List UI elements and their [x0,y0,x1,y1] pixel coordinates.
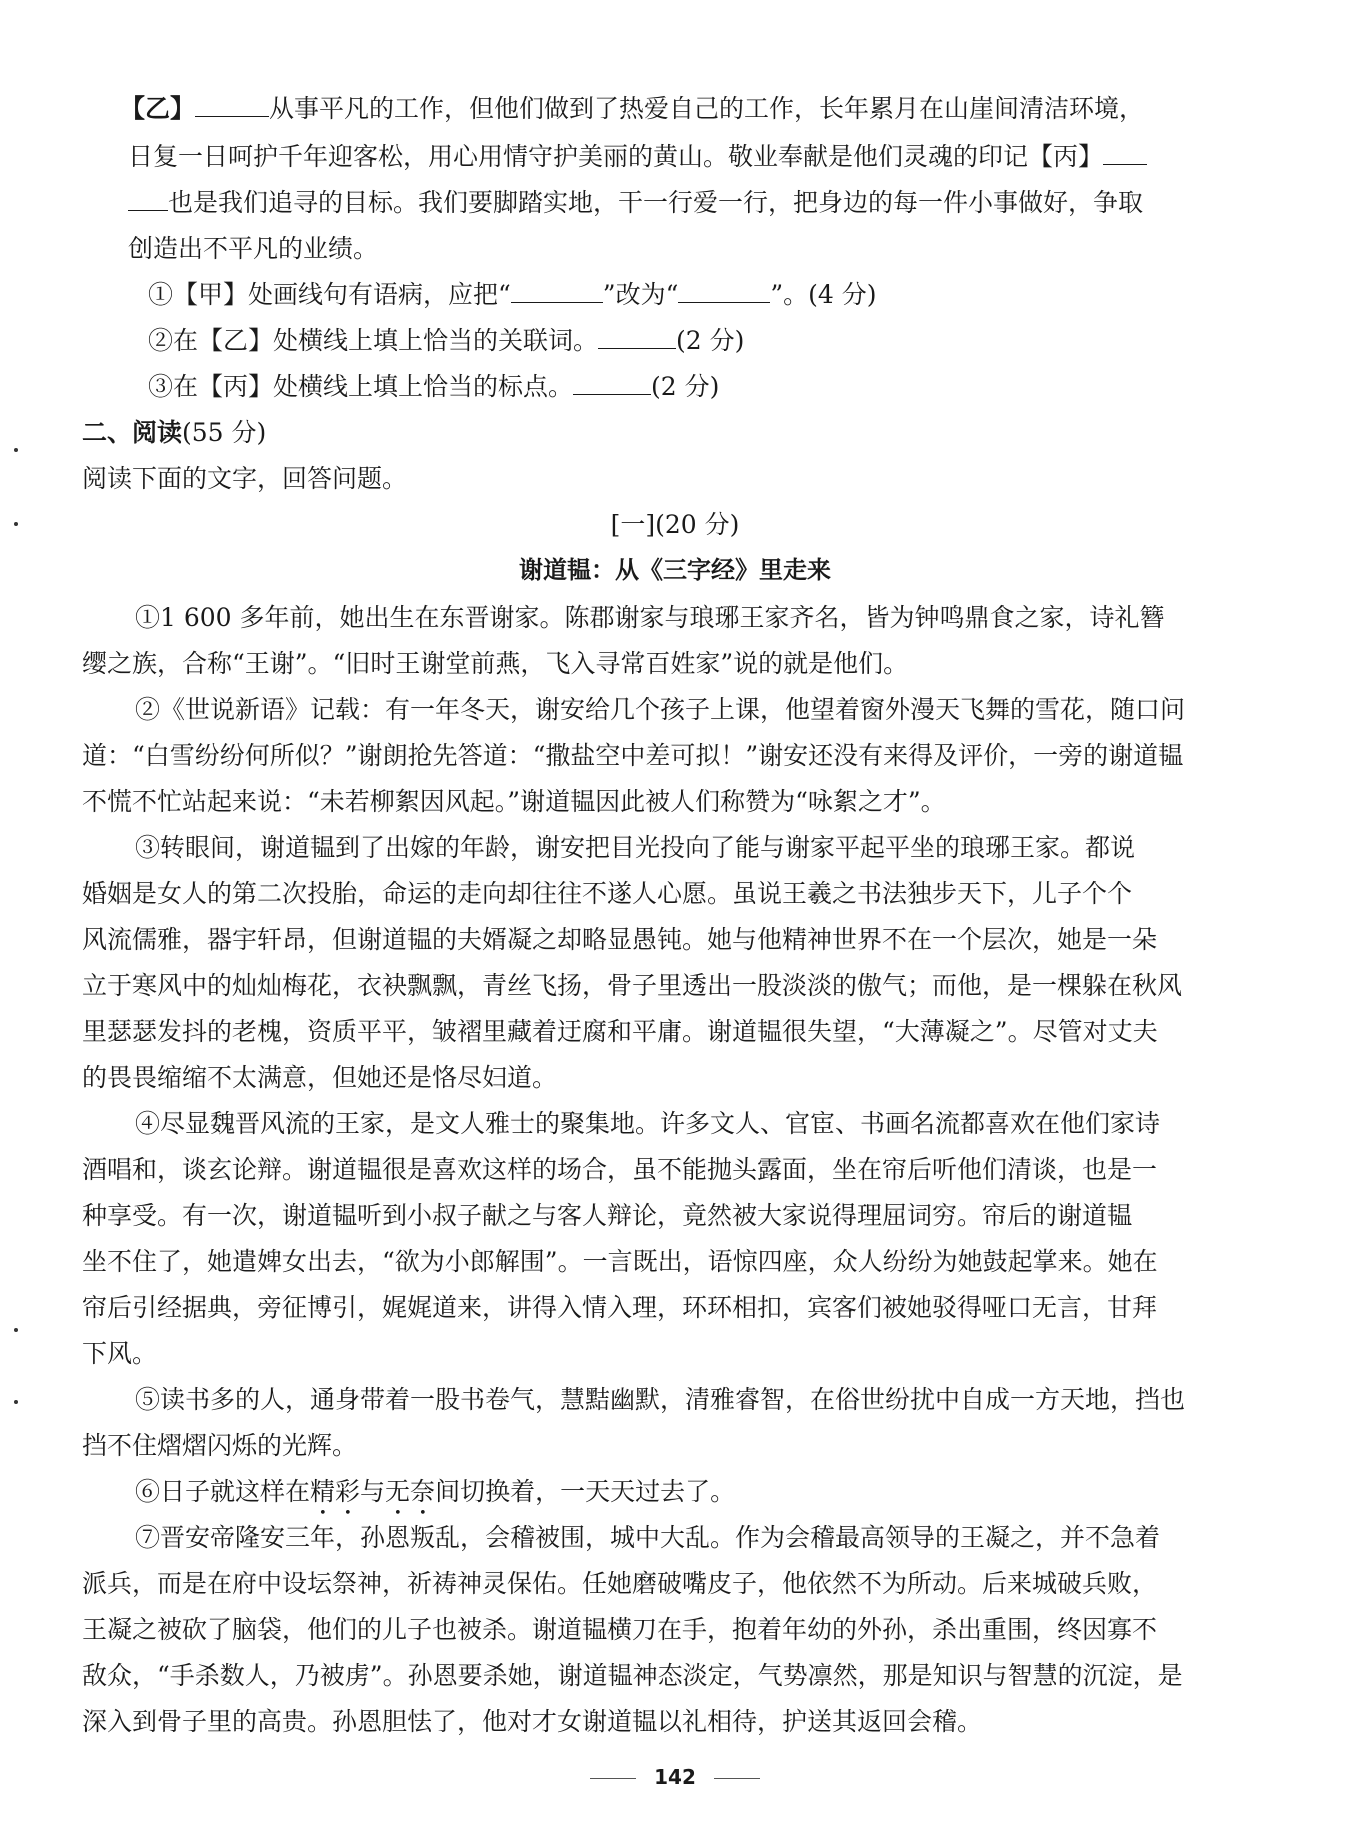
blank-yi[interactable] [195,94,269,117]
margin-dot [14,448,18,452]
p7-line-3: 王凝之被砍了脑袋，他们的儿子也被杀。谢道韫横刀在手，抱着年幼的外孙，杀出重围，终因寡不 [82,1615,1158,1644]
p3-line-4: 立于寒风中的灿灿梅花，衣袂飘飘，青丝飞扬，骨子里透出一股淡淡的傲气；而他，是一棵躲在秋风 [82,971,1183,1000]
part-a-text-3: 也是我们追寻的目标。我们要脚踏实地，干一行爱一行，把身边的每一件小事做好，争取 [168,188,1144,217]
q2-text: ②在【乙】处横线上填上恰当的关联词。 [148,326,599,355]
p3-line-5: 里瑟瑟发抖的老槐，资质平平，皱褶里藏着迂腐和平庸。谢道韫很失望，“大薄凝之”。尽管对丈夫 [82,1017,1158,1046]
p4-line-2: 酒唱和，谈玄论辩。谢道韫很是喜欢这样的场合，虽不能抛头露面，坐在帘后听他们清谈，也是一 [82,1155,1158,1184]
page-number: 142 [654,1765,696,1789]
page-footer [0,1765,1350,1789]
footer-dash-right [714,1778,760,1779]
part-a-line-1 [120,92,1350,126]
footer-dash-left [590,1778,636,1779]
q2-score: (2 分) [676,326,745,355]
p4-line-5: 帘后引经据典，旁征博引，娓娓道来，讲得入情入理，环环相扣，宾客们被她驳得哑口无言，甘拜 [82,1293,1158,1322]
question-1 [148,278,1350,312]
p3-line-6: 的畏畏缩缩不太满意，但她还是恪尽妇道。 [82,1063,558,1092]
p7-line-2: 派兵，而是在府中设坛祭神，祈祷神灵保佑。任她磨破嘴皮子，他依然不为所动。后来城破兵败， [82,1569,1158,1598]
p6-line-1 [135,1475,1350,1521]
q3-text: ③在【丙】处横线上填上恰当的标点。 [148,372,574,401]
margin-dot [14,1328,18,1332]
part-a-text-1: 从事平凡的工作，但他们做到了热爱自己的工作，长年累月在山崖间清洁环境， [269,94,1145,123]
p6-emph-1: 精彩 [310,1477,361,1506]
part-a-line-3 [128,186,1350,220]
part-a-line-2 [128,140,1350,174]
q1-text-c: ”。(4 分) [770,280,877,309]
p5-line-1: ⑤读书多的人，通身带着一股书卷气，慧黠幽默，清雅睿智，在俗世纷扰中自成一方天地，挡也 [135,1385,1186,1414]
q2-blank[interactable] [598,326,676,349]
section-heading-text: 二、阅读 [82,418,183,447]
p6-text-a: ⑥日子就这样在 [135,1477,311,1506]
p3-line-3: 风流儒雅，器宇轩昂，但谢道韫的夫婿凝之却略显愚钝。她与他精神世界不在一个层次，她是一朵 [82,925,1158,954]
part-a-text-4: 创造出不平凡的业绩。 [128,234,379,263]
part-a-text-2: 日复一日呵护千年迎客松，用心用情守护美丽的黄山。敬业奉献是他们灵魂的印记【丙】 [128,142,1104,171]
passage-title: 谢道韫：从《三字经》里走来 [519,556,831,584]
sub-section: [一](20 分) [610,510,740,539]
question-3 [148,370,1350,404]
q1-blank-1[interactable] [511,280,603,303]
p1-line-1: ①1 600 多年前，她出生在东晋谢家。陈郡谢家与琅琊王家齐名，皆为钟鸣鼎食之家，诗礼簪 [135,603,1165,632]
p4-line-1: ④尽显魏晋风流的王家，是文人雅士的聚集地。许多文人、官宦、书画名流都喜欢在他们家诗 [135,1109,1161,1138]
question-2 [148,324,1350,358]
p6-text-e: 间切换着，一天天过去了。 [435,1477,736,1506]
part-a-line-4 [128,232,1350,266]
p5-line-2: 挡不住熠熠闪烁的光辉。 [82,1431,358,1460]
q1-text-b: ”改为“ [602,280,679,309]
p6-emph-2: 无奈 [385,1477,436,1506]
p2-line-1: ②《世说新语》记载：有一年冬天，谢安给几个孩子上课，他望着窗外漫天飞舞的雪花，随口问 [135,695,1186,724]
margin-dot [14,1400,18,1404]
p7-line-5: 深入到骨子里的高贵。孙恩胆怯了，他对才女谢道韫以礼相待，护送其返回会稽。 [82,1707,983,1736]
p3-line-2: 婚姻是女人的第二次投胎，命运的走向却往往不遂人心愿。虽说王羲之书法独步天下，儿子个个 [82,879,1133,908]
p6-text-c: 与 [360,1477,386,1506]
q1-text-a: ①【甲】处画线句有语病，应把“ [148,280,511,309]
p2-line-2: 道：“白雪纷纷何所似？”谢朗抢先答道：“撒盐空中差可拟！”谢安还没有来得及评价，一旁的谢道韫 [82,741,1184,770]
blank-bing-a[interactable] [1103,142,1147,165]
p4-line-6: 下风。 [82,1339,158,1368]
p7-line-1: ⑦晋安帝隆安三年，孙恩叛乱，会稽被围，城中大乱。作为会稽最高领导的王凝之，并不急着 [135,1523,1161,1552]
instruction: 阅读下面的文字，回答问题。 [82,464,408,493]
blank-bing-b[interactable] [128,188,168,211]
p1-line-2: 缨之族，合称“王谢”。“旧时王谢堂前燕，飞入寻常百姓家”说的就是他们。 [82,649,909,678]
p3-line-1: ③转眼间，谢道韫到了出嫁的年龄，谢安把目光投向了能与谢家平起平坐的琅琊王家。都说 [135,833,1136,862]
section-score: (55 分) [182,418,267,447]
section-heading [82,416,1350,450]
q3-blank[interactable] [573,372,651,395]
q1-blank-2[interactable] [678,280,770,303]
p7-line-4: 敌众，“手杀数人，乃被虏”。孙恩要杀她，谢道韫神态淡定，气势凛然，那是知识与智慧的沉淀，是 [82,1661,1183,1690]
mark-yi: 【乙】 [120,94,196,123]
p4-line-4: 坐不住了，她遣婢女出去，“欲为小郎解围”。一言既出，语惊四座，众人纷纷为她鼓起掌来。她在 [82,1247,1158,1276]
margin-dot [14,522,18,526]
p2-line-3: 不慌不忙站起来说：“未若柳絮因风起。”谢道韫因此被人们称赞为“咏絮之才”。 [82,787,946,816]
q3-score: (2 分) [651,372,720,401]
p4-line-3: 种享受。有一次，谢道韫听到小叔子献之与客人辩论，竟然被大家说得理屈词穷。帘后的谢道韫 [82,1201,1133,1230]
